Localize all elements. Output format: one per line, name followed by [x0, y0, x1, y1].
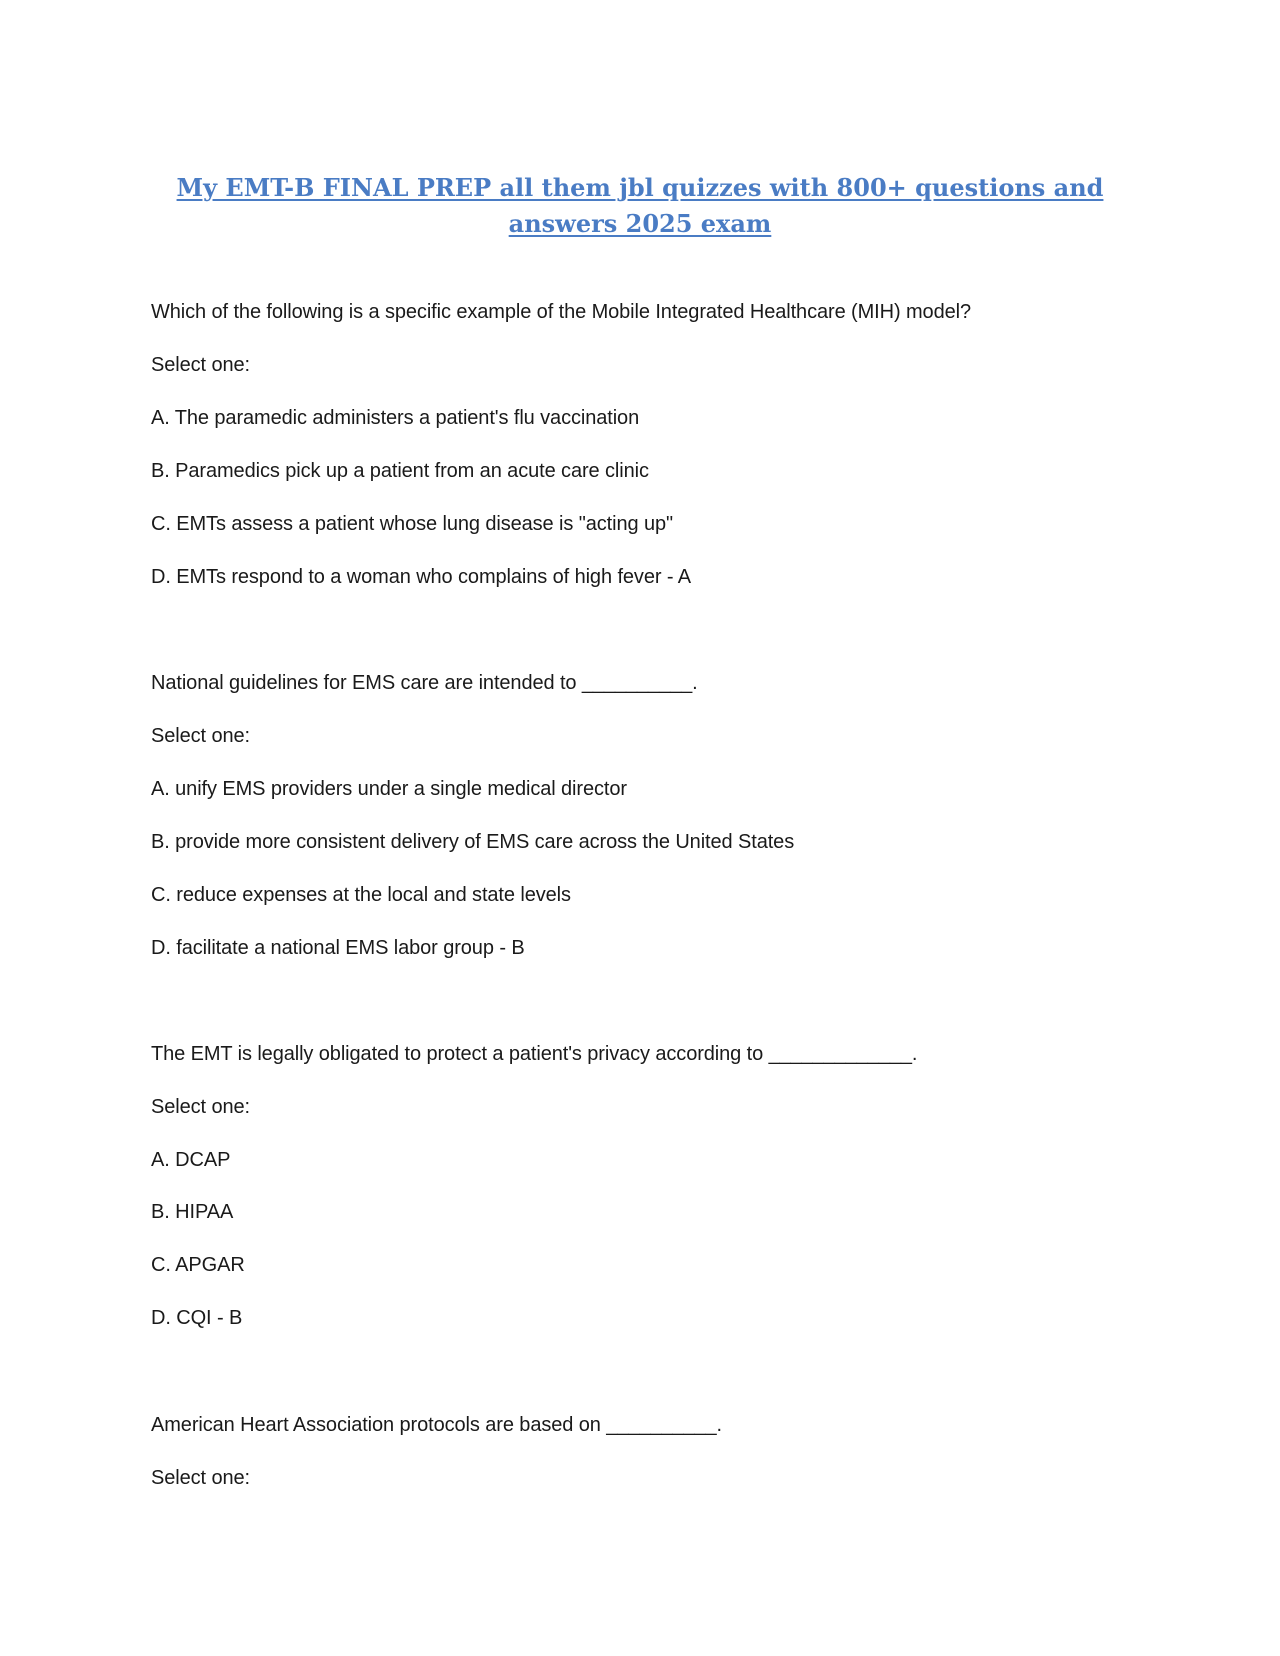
answer-option: D. facilitate a national EMS labor group - B: [151, 937, 525, 959]
select-instruction: Select one:: [151, 1467, 250, 1489]
answer-option: B. HIPAA: [151, 1201, 234, 1223]
answer-option: C. EMTs assess a patient whose lung disease is "acting up": [151, 513, 674, 535]
answer-option: A. unify EMS providers under a single medical director: [151, 778, 627, 800]
answer-option: A. The paramedic administers a patient's flu vaccination: [151, 407, 640, 429]
question-prompt: Which of the following is a specific example of the Mobile Integrated Healthcare (MIH) model?: [151, 301, 971, 323]
answer-option: B. provide more consistent delivery of EMS care across the United States: [151, 831, 795, 853]
answer-option: C. reduce expenses at the local and state levels: [151, 884, 571, 906]
select-instruction: Select one:: [151, 725, 250, 747]
answer-option: A. DCAP: [151, 1149, 231, 1171]
select-instruction: Select one:: [151, 1096, 250, 1118]
document-title: My EMT-B FINAL PREP all them jbl quizzes with 800+ questions and answers 2025 exam: [176, 173, 1104, 238]
question-prompt: The EMT is legally obligated to protect a patient's privacy according to _____________.: [151, 1043, 918, 1065]
answer-option: C. APGAR: [151, 1254, 245, 1276]
select-instruction: Select one:: [151, 354, 250, 376]
answer-option: B. Paramedics pick up a patient from an acute care clinic: [151, 460, 649, 482]
question-prompt: National guidelines for EMS care are intended to __________.: [151, 672, 698, 694]
question-prompt: American Heart Association protocols are based on __________.: [151, 1414, 722, 1436]
answer-option: D. CQI - B: [151, 1307, 243, 1329]
answer-option: D. EMTs respond to a woman who complains of high fever - A: [151, 566, 692, 588]
